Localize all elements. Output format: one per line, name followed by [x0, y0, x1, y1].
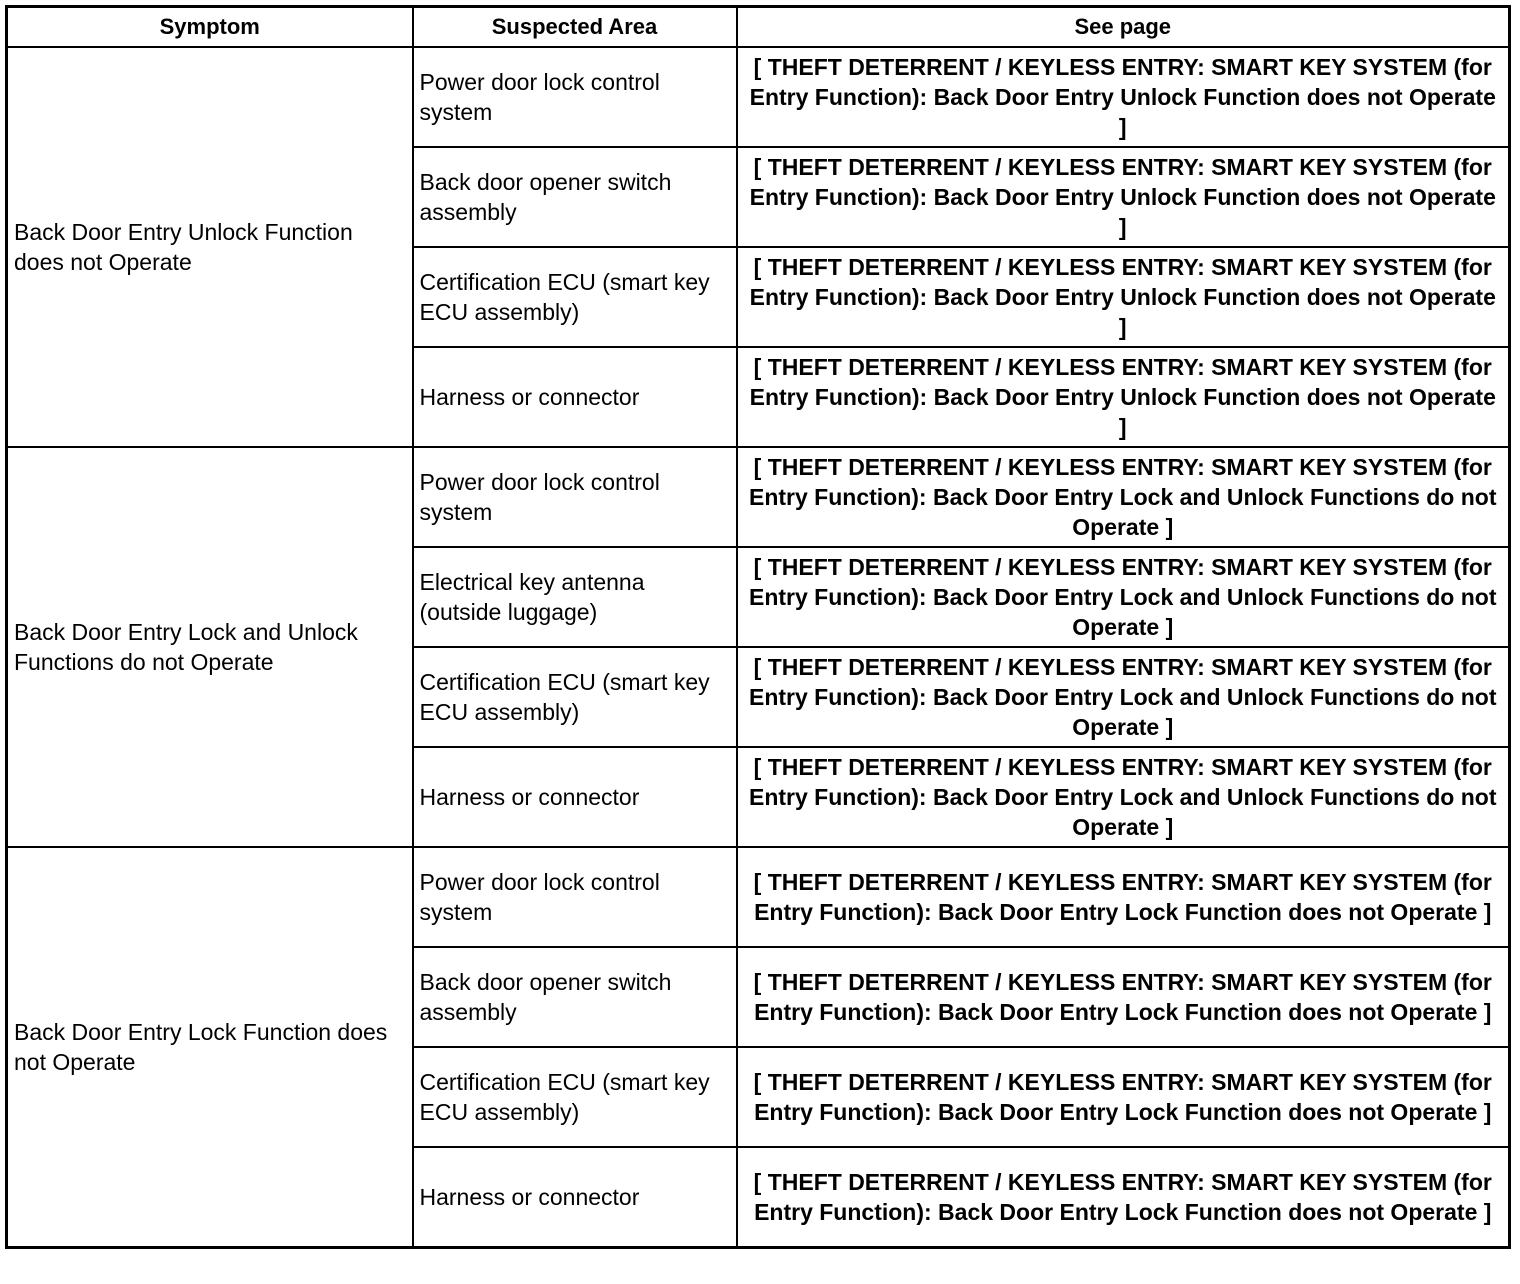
- see-page-link[interactable]: [ THEFT DETERRENT / KEYLESS ENTRY: SMART KEY SYSTEM (for Entry Function): Back Door Entry Lock and Unlock Functions do not Operate ]: [737, 447, 1510, 547]
- table-row: [7, 847, 1510, 947]
- suspected-area-cell: Back door opener switch assembly: [413, 947, 737, 1047]
- suspected-area-cell: Harness or connector: [413, 747, 737, 847]
- header-see-page: See page: [737, 7, 1510, 48]
- suspected-area-cell: Back door opener switch assembly: [413, 147, 737, 247]
- symptom-cell: Back Door Entry Unlock Function does not Operate: [7, 47, 413, 447]
- see-page-link[interactable]: [ THEFT DETERRENT / KEYLESS ENTRY: SMART KEY SYSTEM (for Entry Function): Back Door Entry Lock Function does not Operate ]: [737, 847, 1510, 947]
- symptom-cell: Back Door Entry Lock Function does not Operate: [7, 847, 413, 1248]
- see-page-link[interactable]: [ THEFT DETERRENT / KEYLESS ENTRY: SMART KEY SYSTEM (for Entry Function): Back Door Entry Lock Function does not Operate ]: [737, 947, 1510, 1047]
- suspected-area-cell: Power door lock control system: [413, 447, 737, 547]
- see-page-link[interactable]: [ THEFT DETERRENT / KEYLESS ENTRY: SMART KEY SYSTEM (for Entry Function): Back Door Entry Lock Function does not Operate ]: [737, 1147, 1510, 1248]
- see-page-link[interactable]: [ THEFT DETERRENT / KEYLESS ENTRY: SMART KEY SYSTEM (for Entry Function): Back Door Entry Unlock Function does not Operate ]: [737, 347, 1510, 447]
- see-page-link[interactable]: [ THEFT DETERRENT / KEYLESS ENTRY: SMART KEY SYSTEM (for Entry Function): Back Door Entry Lock and Unlock Functions do not Operate ]: [737, 647, 1510, 747]
- problem-symptoms-table: [5, 5, 1511, 1249]
- see-page-link[interactable]: [ THEFT DETERRENT / KEYLESS ENTRY: SMART KEY SYSTEM (for Entry Function): Back Door Entry Unlock Function does not Operate ]: [737, 147, 1510, 247]
- table-row: [7, 447, 1510, 547]
- suspected-area-cell: Power door lock control system: [413, 847, 737, 947]
- suspected-area-cell: Harness or connector: [413, 1147, 737, 1248]
- see-page-link[interactable]: [ THEFT DETERRENT / KEYLESS ENTRY: SMART KEY SYSTEM (for Entry Function): Back Door Entry Lock and Unlock Functions do not Operate ]: [737, 547, 1510, 647]
- table-row: [7, 47, 1510, 147]
- symptom-cell: Back Door Entry Lock and Unlock Functions do not Operate: [7, 447, 413, 847]
- suspected-area-cell: Harness or connector: [413, 347, 737, 447]
- header-row: [7, 7, 1510, 48]
- suspected-area-cell: Certification ECU (smart key ECU assembly): [413, 647, 737, 747]
- see-page-link[interactable]: [ THEFT DETERRENT / KEYLESS ENTRY: SMART KEY SYSTEM (for Entry Function): Back Door Entry Unlock Function does not Operate ]: [737, 47, 1510, 147]
- header-suspected-area: Suspected Area: [413, 7, 737, 48]
- suspected-area-cell: Power door lock control system: [413, 47, 737, 147]
- suspected-area-cell: Certification ECU (smart key ECU assembly): [413, 1047, 737, 1147]
- see-page-link[interactable]: [ THEFT DETERRENT / KEYLESS ENTRY: SMART KEY SYSTEM (for Entry Function): Back Door Entry Unlock Function does not Operate ]: [737, 247, 1510, 347]
- see-page-link[interactable]: [ THEFT DETERRENT / KEYLESS ENTRY: SMART KEY SYSTEM (for Entry Function): Back Door Entry Lock and Unlock Functions do not Operate ]: [737, 747, 1510, 847]
- header-symptom: Symptom: [7, 7, 413, 48]
- suspected-area-cell: Electrical key antenna (outside luggage): [413, 547, 737, 647]
- see-page-link[interactable]: [ THEFT DETERRENT / KEYLESS ENTRY: SMART KEY SYSTEM (for Entry Function): Back Door Entry Lock Function does not Operate ]: [737, 1047, 1510, 1147]
- suspected-area-cell: Certification ECU (smart key ECU assembly): [413, 247, 737, 347]
